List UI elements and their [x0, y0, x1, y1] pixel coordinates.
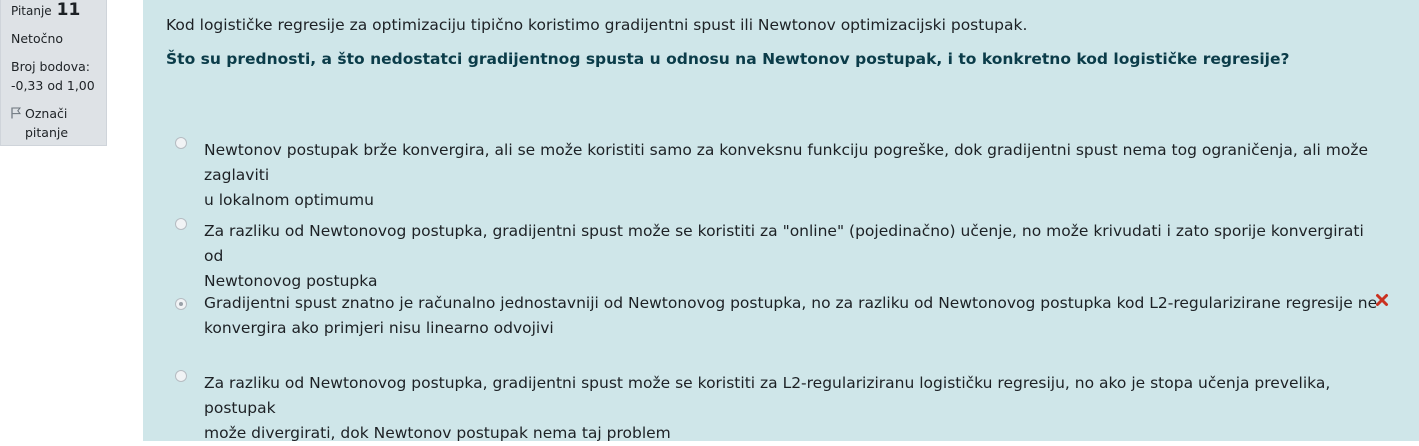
question-intro: Kod logističke regresije za optimizaciju tipično koristimo gradijentni spust ili Newtonov optimizacijski postupak.	[166, 16, 1028, 34]
flag-question-link[interactable]	[11, 104, 106, 142]
answer-text-1	[204, 138, 1384, 213]
question-info-panel	[0, 0, 107, 146]
question-content	[143, 0, 1419, 441]
answer-text-1-line1: Newtonov postupak brže konvergira, ali se može koristiti samo za konveksnu funkciju pogreške, dok gradijentni spust nema tog ograničenja, ali može zaglaviti	[204, 141, 1369, 184]
answer-text-2-line2: Newtonovog postupka	[204, 272, 378, 290]
answer-text-3	[204, 291, 1384, 341]
grade-label: Broj bodova:	[11, 59, 90, 74]
question-state: Netočno	[11, 31, 64, 46]
question-number-value: 11	[56, 0, 81, 20]
answer-text-3-line2: konvergira ako primjeri nisu linearno odvojivi	[204, 319, 554, 337]
question-prompt: Što su prednosti, a što nedostatci gradijentnog spusta u odnosu na Newtonov postupak, i to konkretno kod logističke regresije?	[166, 50, 1290, 68]
answer-text-4-line1: Za razliku od Newtonovog postupka, gradijentni spust može se koristiti za L2-regulariziranu logističku regresiju, no ako je stopa učenja prevelika, postupak	[204, 374, 1331, 417]
question-grade	[11, 57, 106, 95]
answer-text-3-line1: Gradijentni spust znatno je računalno jednostavniji od Newtonovog postupka, no za razliku od Newtonovog postupka kod L2-regularizirane regresije ne	[204, 294, 1378, 312]
answer-radio-4[interactable]	[175, 370, 187, 382]
answer-text-4	[204, 371, 1384, 446]
question-text	[166, 14, 1396, 70]
question-number	[11, 1, 106, 21]
flag-label-line1: Označi	[25, 106, 68, 121]
flag-icon	[11, 107, 21, 119]
grade-value: -0,33 od 1,00	[11, 78, 95, 93]
answer-radio-1[interactable]	[175, 137, 187, 149]
flag-label-line2: pitanje	[25, 125, 69, 140]
answer-text-2-line1: Za razliku od Newtonovog postupka, gradijentni spust može se koristiti za "online" (pojedinačno) učenje, no može krivudati i zato sporije konvergirati od	[204, 222, 1364, 265]
answer-radio-2[interactable]	[175, 218, 187, 230]
answer-text-4-line2: može divergirati, dok Newtonov postupak nema taj problem	[204, 424, 671, 442]
incorrect-icon	[1375, 293, 1389, 307]
question-label: Pitanje	[11, 4, 52, 18]
answer-text-1-line2: u lokalnom optimumu	[204, 191, 374, 209]
answer-radio-3-selected[interactable]	[175, 298, 187, 310]
answer-text-2	[204, 219, 1384, 294]
